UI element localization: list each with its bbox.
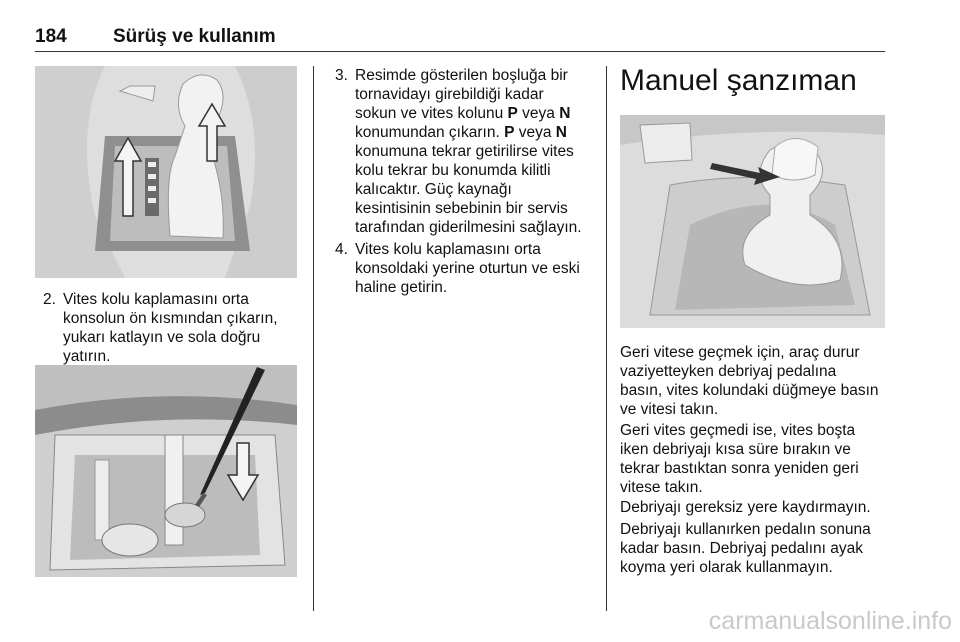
step-line: Vites kolu kaplamasını orta <box>355 241 541 258</box>
paragraph-line: tekrar bastıktan sonra yeniden geri <box>620 460 859 477</box>
column-divider-right <box>606 66 607 611</box>
paragraph <box>620 520 890 577</box>
step-line <box>355 123 582 142</box>
text-run: sokun ve vites kolunu <box>355 105 508 122</box>
step-text <box>63 290 278 366</box>
figure-automatic-gear-lever <box>35 66 297 278</box>
gear-position-n: N <box>559 105 571 122</box>
step-number: 4. <box>335 241 348 258</box>
step-line: yatırın. <box>63 348 111 365</box>
step-number: 3. <box>335 67 348 84</box>
gear-position-p: P <box>504 124 515 141</box>
step-line: haline getirin. <box>355 279 448 296</box>
instruction-step-3 <box>335 66 600 236</box>
page-header <box>35 26 885 50</box>
paragraph-line: ve vitesi takın. <box>620 401 719 418</box>
paragraph-line: Debriyajı kullanırken pedalın sonuna <box>620 521 871 538</box>
paragraph-line: kadar basın. Debriyaj pedalını ayak <box>620 540 863 557</box>
step-text <box>355 240 580 297</box>
gear-position-n: N <box>555 124 567 141</box>
step-line: konsolun ön kısmından çıkarın, <box>63 310 278 327</box>
paragraph <box>620 343 890 419</box>
instruction-step-2 <box>43 290 303 370</box>
step-line: kesintisinin sebebinin bir servis <box>355 200 568 217</box>
paragraph <box>620 421 890 497</box>
step-line: tarafından giderilmesini sağlayın. <box>355 219 582 236</box>
instruction-step-4 <box>335 240 600 300</box>
paragraph <box>620 498 890 517</box>
paragraph-line: vaziyetteyken debriyaj pedalına <box>620 363 837 380</box>
step-line: kalıcaktır. Güç kaynağı <box>355 181 512 198</box>
paragraph-line: Debriyajı gereksiz yere kaydırmayın. <box>620 499 871 516</box>
paragraph-line: basın, vites kolundaki düğmeye basın <box>620 382 879 399</box>
paragraph-line: vitese takın. <box>620 479 703 496</box>
gear-position-p: P <box>507 105 518 122</box>
step-line: kolu tekrar bu konumda kilitli <box>355 162 551 179</box>
step-line: yukarı katlayın ve sola doğru <box>63 329 261 346</box>
step-line: tornavidayı girebildiği kadar <box>355 86 544 103</box>
watermark: carmanualsonline.info <box>708 607 952 635</box>
paragraph-line: Geri vitese geçmek için, araç durur <box>620 344 860 361</box>
section-title: Manuel şanzıman <box>620 64 857 97</box>
header-rule <box>35 51 885 52</box>
text-run: konumundan çıkarın. <box>355 124 505 141</box>
step-line: Vites kolu kaplamasını orta <box>63 291 249 308</box>
screwdriver-illustration <box>35 365 297 577</box>
step-text <box>355 66 582 237</box>
step-line: konsoldaki yerine oturtun ve eski <box>355 260 580 277</box>
step-line: konumuna tekrar getirilirse vites <box>355 143 574 160</box>
manual-gear-illustration <box>620 115 885 328</box>
page-number: 184 <box>35 26 67 47</box>
step-line: Resimde gösterilen boşluğa bir <box>355 67 568 84</box>
gear-lever-illustration <box>35 66 297 278</box>
step-number: 2. <box>43 291 56 308</box>
paragraph-line: Geri vites geçmedi ise, vites boşta <box>620 422 856 439</box>
running-title: Sürüş ve kullanım <box>113 26 276 47</box>
text-run: veya <box>517 105 560 122</box>
figure-manual-gear-lever <box>620 115 885 328</box>
paragraph-line: iken debriyajı kısa süre bırakın ve <box>620 441 851 458</box>
column-divider-left <box>313 66 314 611</box>
figure-screwdriver-release <box>35 365 297 577</box>
text-run: veya <box>514 124 556 141</box>
step-line <box>355 104 582 123</box>
paragraph-line: koyma yeri olarak kullanmayın. <box>620 559 833 576</box>
